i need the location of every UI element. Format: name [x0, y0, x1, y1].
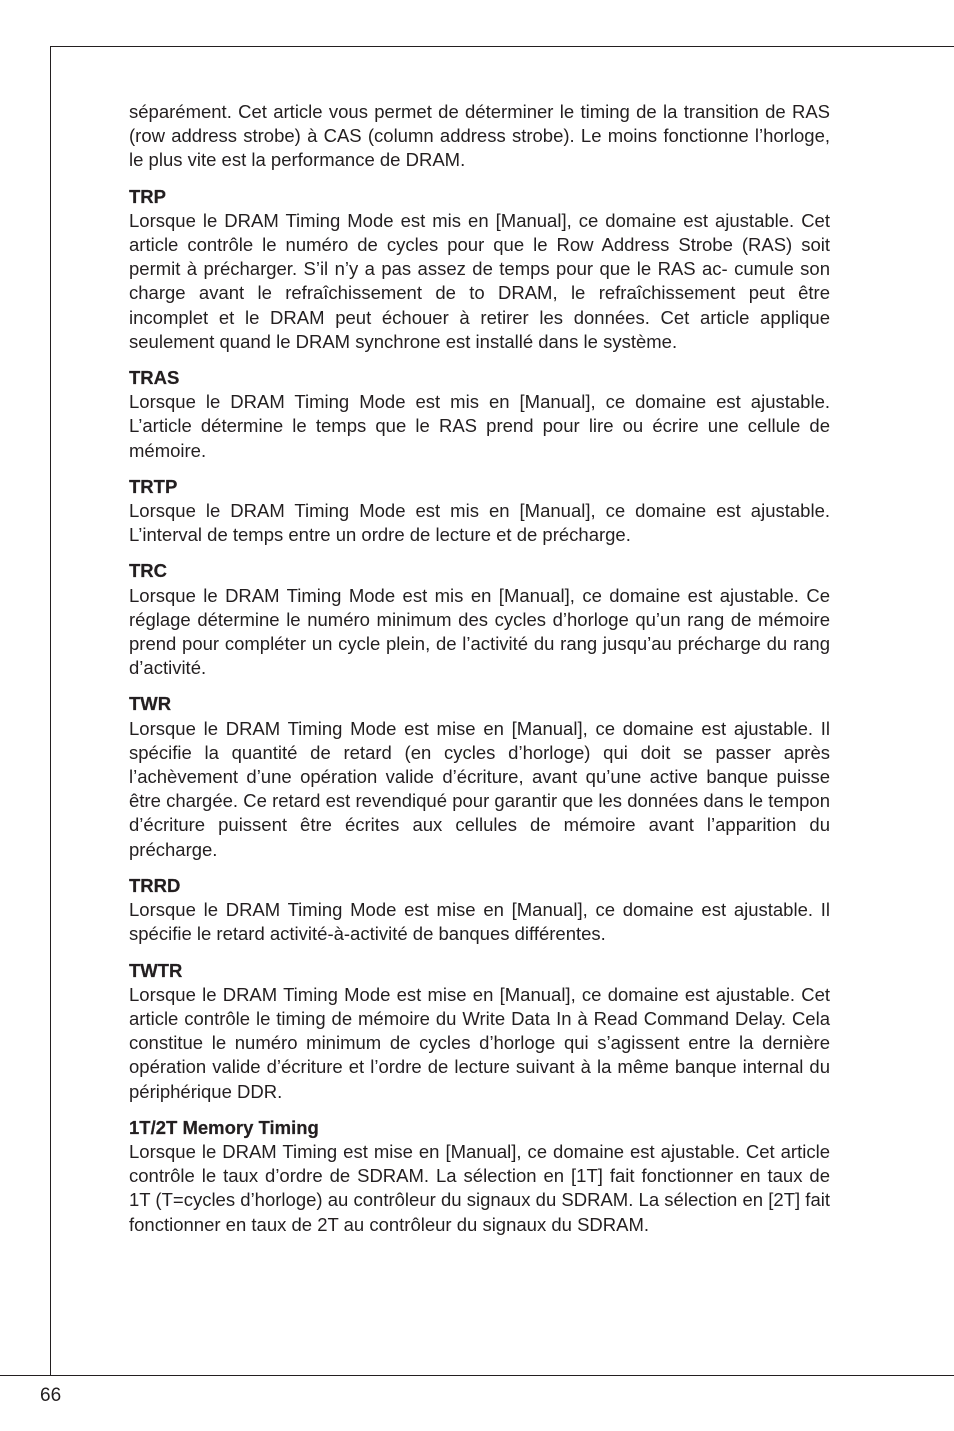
page-frame-top-rule: [50, 46, 954, 47]
section-body: Lorsque le DRAM Timing Mode est mis en [Manual], ce domaine est ajustable. L’article détermine le temps que le RAS prend pour lire ou écrire une cellule de mémoire.: [129, 391, 830, 461]
section-trp: [129, 185, 830, 354]
section-trtp: [129, 475, 830, 548]
intro-paragraph: séparément. Cet article vous permet de déterminer le timing de la transition de RAS (row address strobe) à CAS (column address strobe). Le moins fonctionne l’horloge, le plus vite est la performance de DRAM.: [129, 101, 830, 171]
section-heading: TRAS: [129, 367, 180, 389]
section-body: Lorsque le DRAM Timing Mode est mise en [Manual], ce domaine est ajustable. Il spécifie le retard activité-à-activité de banques différentes.: [129, 899, 830, 945]
section-body: Lorsque le DRAM Timing est mise en [Manual], ce domaine est ajustable. Cet article contrôle le taux d’ordre de SDRAM. La sélection en [1T] fait fonctionner en taux de 1T (T=cycles d’horloge) au contrôleur du signaux du SDRAM. La sélection en [2T] fait fonctionner en taux de 2T au contrôleur du signaux du SDRAM.: [129, 1140, 830, 1235]
section-heading: TRP: [129, 185, 166, 207]
page-frame-left-rule: [50, 46, 51, 1375]
section-body: Lorsque le DRAM Timing Mode est mise en [Manual], ce domaine est ajustable. Cet article contrôle le timing de mémoire du Write Data In à Read Command Delay. Cela constitue le numéro minimum de cycles d’horloge qui s’agissent entre la dernière opération valide d’écriture et l’ordre de lecture suivant à la même banque internal du périphérique DDR.: [129, 983, 830, 1102]
section-heading: TRRD: [129, 874, 181, 896]
section-body: Lorsque le DRAM Timing Mode est mis en [Manual], ce domaine est ajustable. Ce réglage détermine le numéro minimum des cycles d’horloge qu’un rang de mémoire prend pour compléter un cycle plein, de l’activité du rang jusqu’au précharge du rang d’activité.: [129, 584, 830, 679]
section-body: Lorsque le DRAM Timing Mode est mis en [Manual], ce domaine est ajustable. Cet article contrôle le numéro de cycles pour que le Row Address Strobe (RAS) soit permit à précharger. S’il n’y a pas assez de temps pour que le RAS ac- cumule son charge avant le refraîchissement de to DRAM, le refraîchissement peut être incomplet et le DRAM peut échouer à retirer les données. Cet article applique seulement quand le DRAM synchrone est installé dans le système.: [129, 209, 830, 352]
section-twtr: [129, 959, 830, 1104]
page-number: 66: [40, 1385, 62, 1406]
section-heading: TWR: [129, 693, 172, 715]
section-heading: 1T/2T Memory Timing: [129, 1116, 319, 1138]
section-trc: [129, 559, 830, 680]
section-heading: TWTR: [129, 959, 183, 981]
section-twr: [129, 692, 830, 861]
section-body: Lorsque le DRAM Timing Mode est mise en [Manual], ce domaine est ajustable. Il spécifie la quantité de retard (en cycles d’horloge) qui doit se passer après l’achèvement d’une opération valide d’écriture, avant qu’une active banque puisse être chargée. Ce retard est revendiqué pour garantir que les données dans le tempon d’écriture puissent être écrites aux cellules de mémoire avant l’apparition du précharge.: [129, 717, 830, 860]
section-1t2t-memory-timing: [129, 1116, 830, 1237]
section-body: Lorsque le DRAM Timing Mode est mis en [Manual], ce domaine est ajustable. L’interval de temps entre un ordre de lecture et de précharge.: [129, 500, 830, 546]
page-content: [129, 100, 830, 1237]
section-tras: [129, 366, 830, 463]
section-heading: TRC: [129, 560, 168, 582]
section-trrd: [129, 874, 830, 947]
page-footer-rule: [0, 1375, 954, 1376]
section-heading: TRTP: [129, 475, 178, 497]
